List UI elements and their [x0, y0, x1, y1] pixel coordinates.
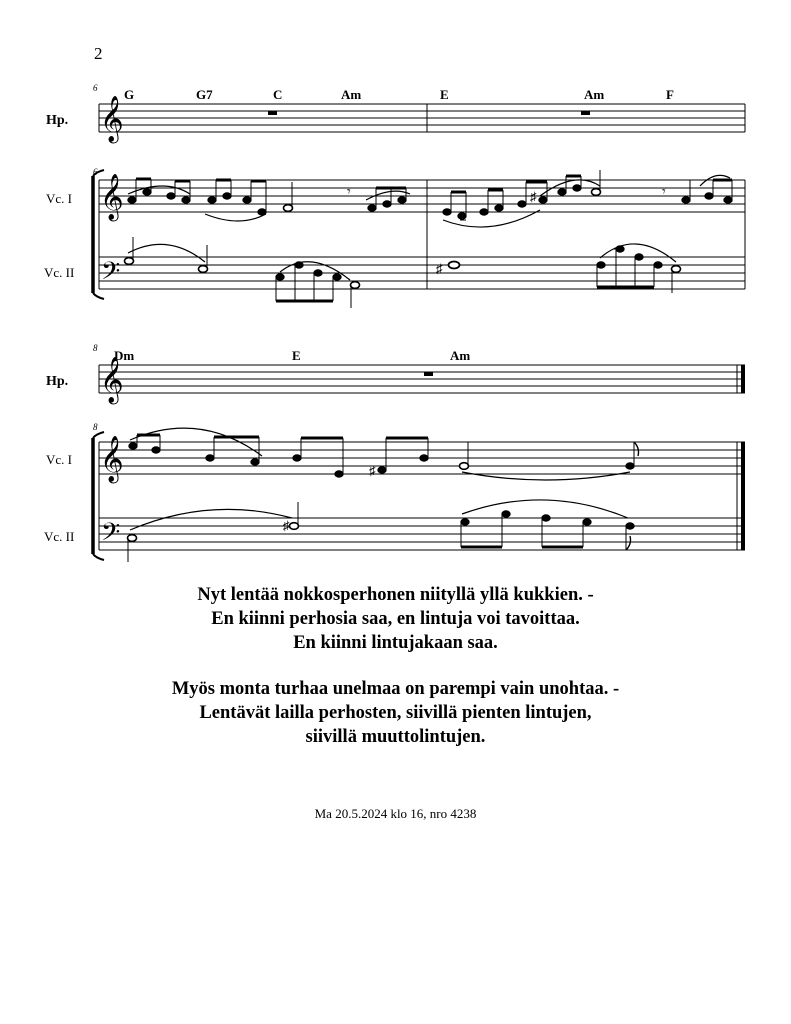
chord-symbol: E — [292, 348, 301, 363]
staff-harp — [99, 104, 745, 132]
system-1 — [44, 83, 745, 308]
vc1-notes — [129, 435, 639, 478]
staff-vc1 — [99, 180, 745, 212]
slurs — [130, 500, 628, 530]
lyric-line: En kiinni perhosia saa, en lintuja voi tavoittaa. — [211, 609, 580, 629]
treble-clef-icon: 𝄞 — [100, 96, 124, 141]
measure-number: 8 — [93, 343, 98, 353]
chord-symbol: F — [666, 87, 674, 102]
chord-symbol: E — [440, 87, 449, 102]
chord-symbols — [124, 87, 674, 102]
instrument-label: Vc. I — [46, 191, 72, 206]
chord-symbol: Am — [584, 87, 605, 102]
lyric-line: Nyt lentää nokkosperhonen niityllä yllä kukkien. - — [197, 585, 594, 605]
svg-text:♯: ♯ — [283, 518, 290, 533]
whole-rest-icon — [424, 372, 433, 376]
system-2 — [44, 343, 745, 562]
instrument-label: Vc. II — [44, 265, 75, 280]
footer-date: Ma 20.5.2024 klo 16, nro 4238 — [314, 806, 477, 821]
lyric-line: En kiinni lintujakaan saa. — [293, 633, 498, 653]
chord-symbol: G7 — [196, 87, 213, 102]
measure-number: 8 — [93, 422, 98, 432]
instrument-label: Hp. — [46, 374, 69, 389]
treble-clef-icon: 𝄞 — [100, 436, 124, 481]
lyrics-stanza-1 — [0, 583, 791, 655]
whole-rest-icon — [268, 111, 277, 115]
lyric-line: Myös monta turhaa unelmaa on parempi vain unohtaa. - — [171, 679, 620, 699]
instrument-label: Vc. I — [46, 452, 72, 467]
svg-text:♯: ♯ — [530, 189, 537, 204]
lyrics — [0, 583, 791, 771]
measure-number: 6 — [93, 83, 98, 93]
page-number: 2 — [94, 44, 103, 63]
instrument-label: Hp. — [46, 113, 69, 128]
staff-vc2 — [99, 518, 745, 550]
whole-rest-icon — [581, 111, 590, 115]
slurs — [128, 244, 676, 280]
svg-text:♯: ♯ — [369, 463, 376, 478]
chord-symbol: G — [124, 87, 135, 102]
staff-vc2 — [99, 257, 745, 289]
svg-text:𝄾: 𝄾 — [347, 185, 351, 200]
bass-clef-icon: 𝄢 — [101, 519, 121, 552]
measure-number: 6 — [93, 167, 98, 177]
treble-clef-icon: 𝄞 — [100, 174, 124, 219]
bass-clef-icon: 𝄢 — [101, 258, 121, 291]
vc1-notes — [128, 179, 406, 215]
lyrics-stanza-2 — [0, 677, 791, 749]
treble-clef-icon: 𝄞 — [100, 357, 124, 402]
lyric-line: Lentävät lailla perhosten, siivillä pienten lintujen, — [199, 703, 592, 723]
chord-symbol: Am — [341, 87, 362, 102]
chord-symbol: Am — [450, 348, 471, 363]
chord-symbols — [114, 348, 470, 363]
chord-symbol: Dm — [114, 348, 135, 363]
instrument-label: Vc. II — [44, 529, 75, 544]
staff-harp — [99, 365, 745, 393]
svg-text:𝄾: 𝄾 — [662, 185, 666, 200]
lyric-line: siivillä muuttolintujen. — [305, 727, 486, 747]
chord-symbol: C — [273, 87, 283, 102]
svg-text:♯: ♯ — [436, 261, 443, 276]
